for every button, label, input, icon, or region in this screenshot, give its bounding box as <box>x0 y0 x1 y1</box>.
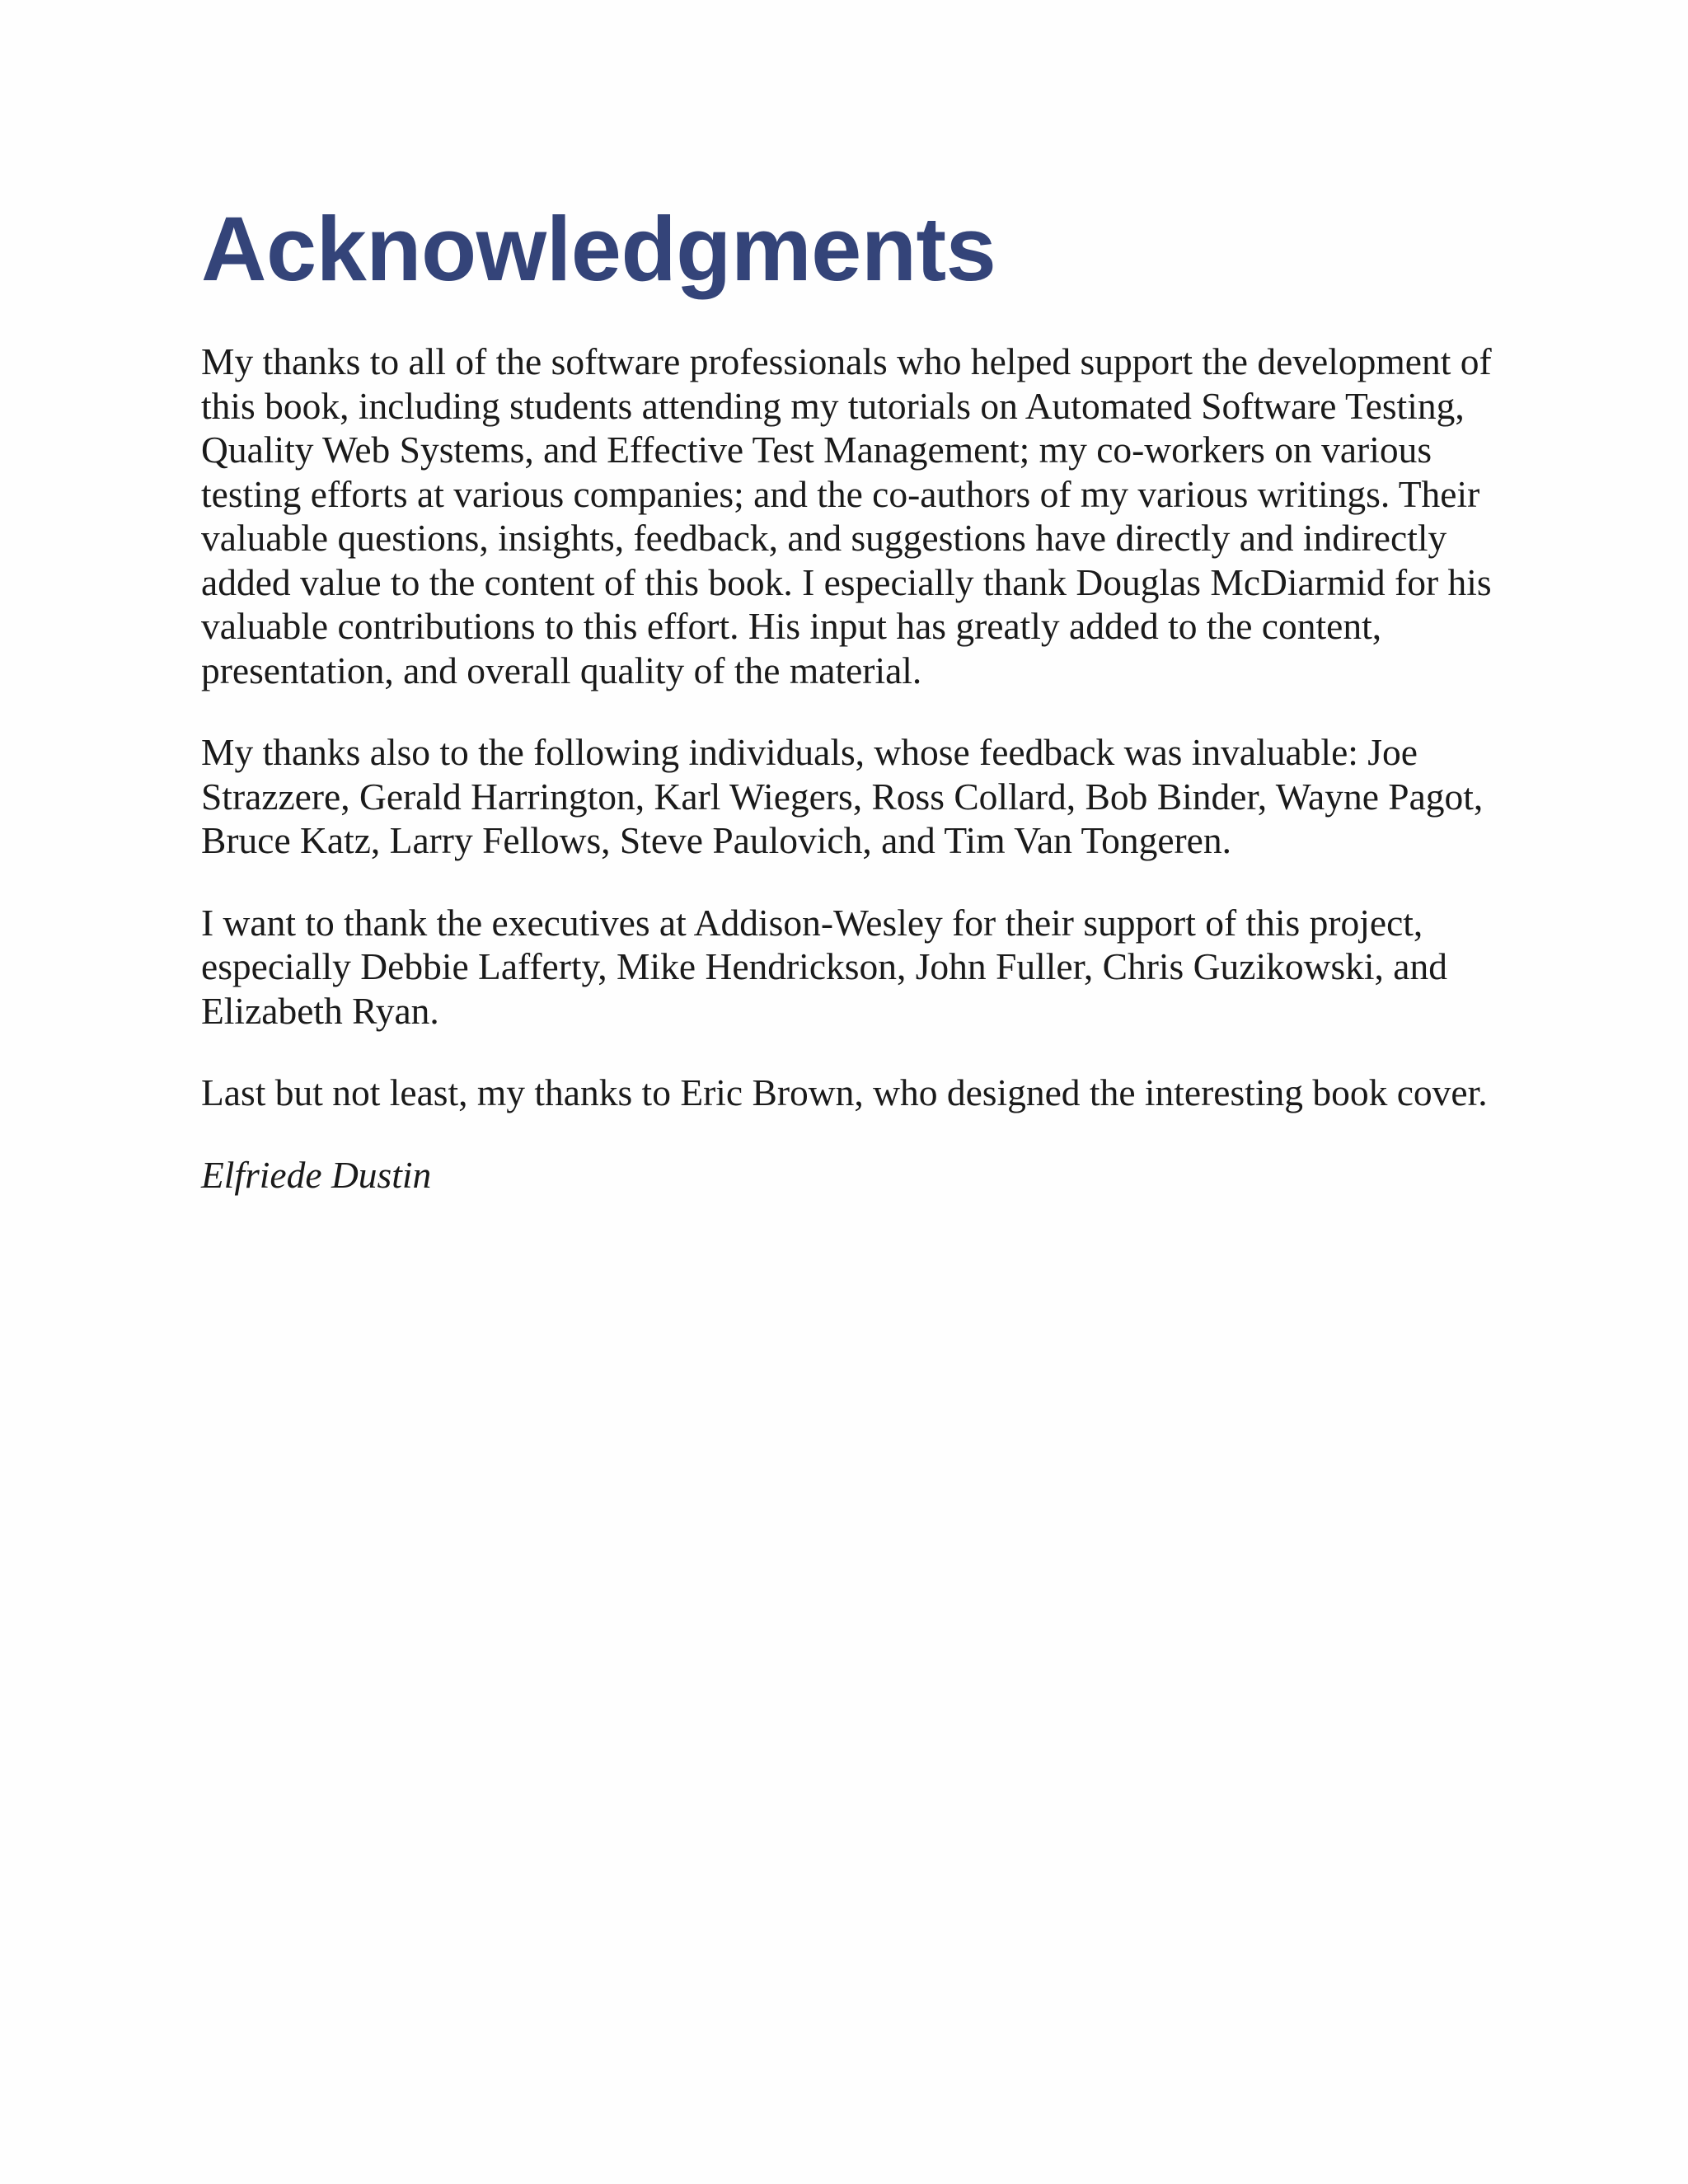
page-title: Acknowledgments <box>201 199 996 300</box>
paragraph-thanks-individuals: My thanks also to the following individuals, whose feedback was invaluable: Joe Strazzere, Gerald Harrington, Karl Wiegers, Ross Collard, Bob Binder, Wayne Pagot, Bruce Katz, Larry Fellows, Steve Paulovich, and Tim Van Tongeren. <box>201 731 1484 861</box>
paragraph-thanks-professionals: My thanks to all of the software professionals who helped support the development of this book, including students attending my tutorials on Automated Software Testing, Quality Web Systems, and Effective Test Management; my co-workers on various testing efforts at various companies; and the co-authors of my various writings. Their valuable questions, insights, feedback, and suggestions have directly and indirectly added value to the content of this book. I especially thank Douglas McDiarmid for his valuable contributions to this effort. His input has greatly added to the content, presentation, and overall quality of the material. <box>201 340 1492 691</box>
paragraph-thanks-executives: I want to thank the executives at Addison-Wesley for their support of this project, especially Debbie Lafferty, Mike Hendrickson, John Fuller, Chris Guzikowski, and Elizabeth Ryan. <box>201 901 1447 1032</box>
author-signature: Elfriede Dustin <box>201 1153 432 1196</box>
paragraph-thanks-cover-designer: Last but not least, my thanks to Eric Brown, who designed the interesting book cover. <box>201 1071 1488 1113</box>
page-content <box>201 196 1503 1197</box>
